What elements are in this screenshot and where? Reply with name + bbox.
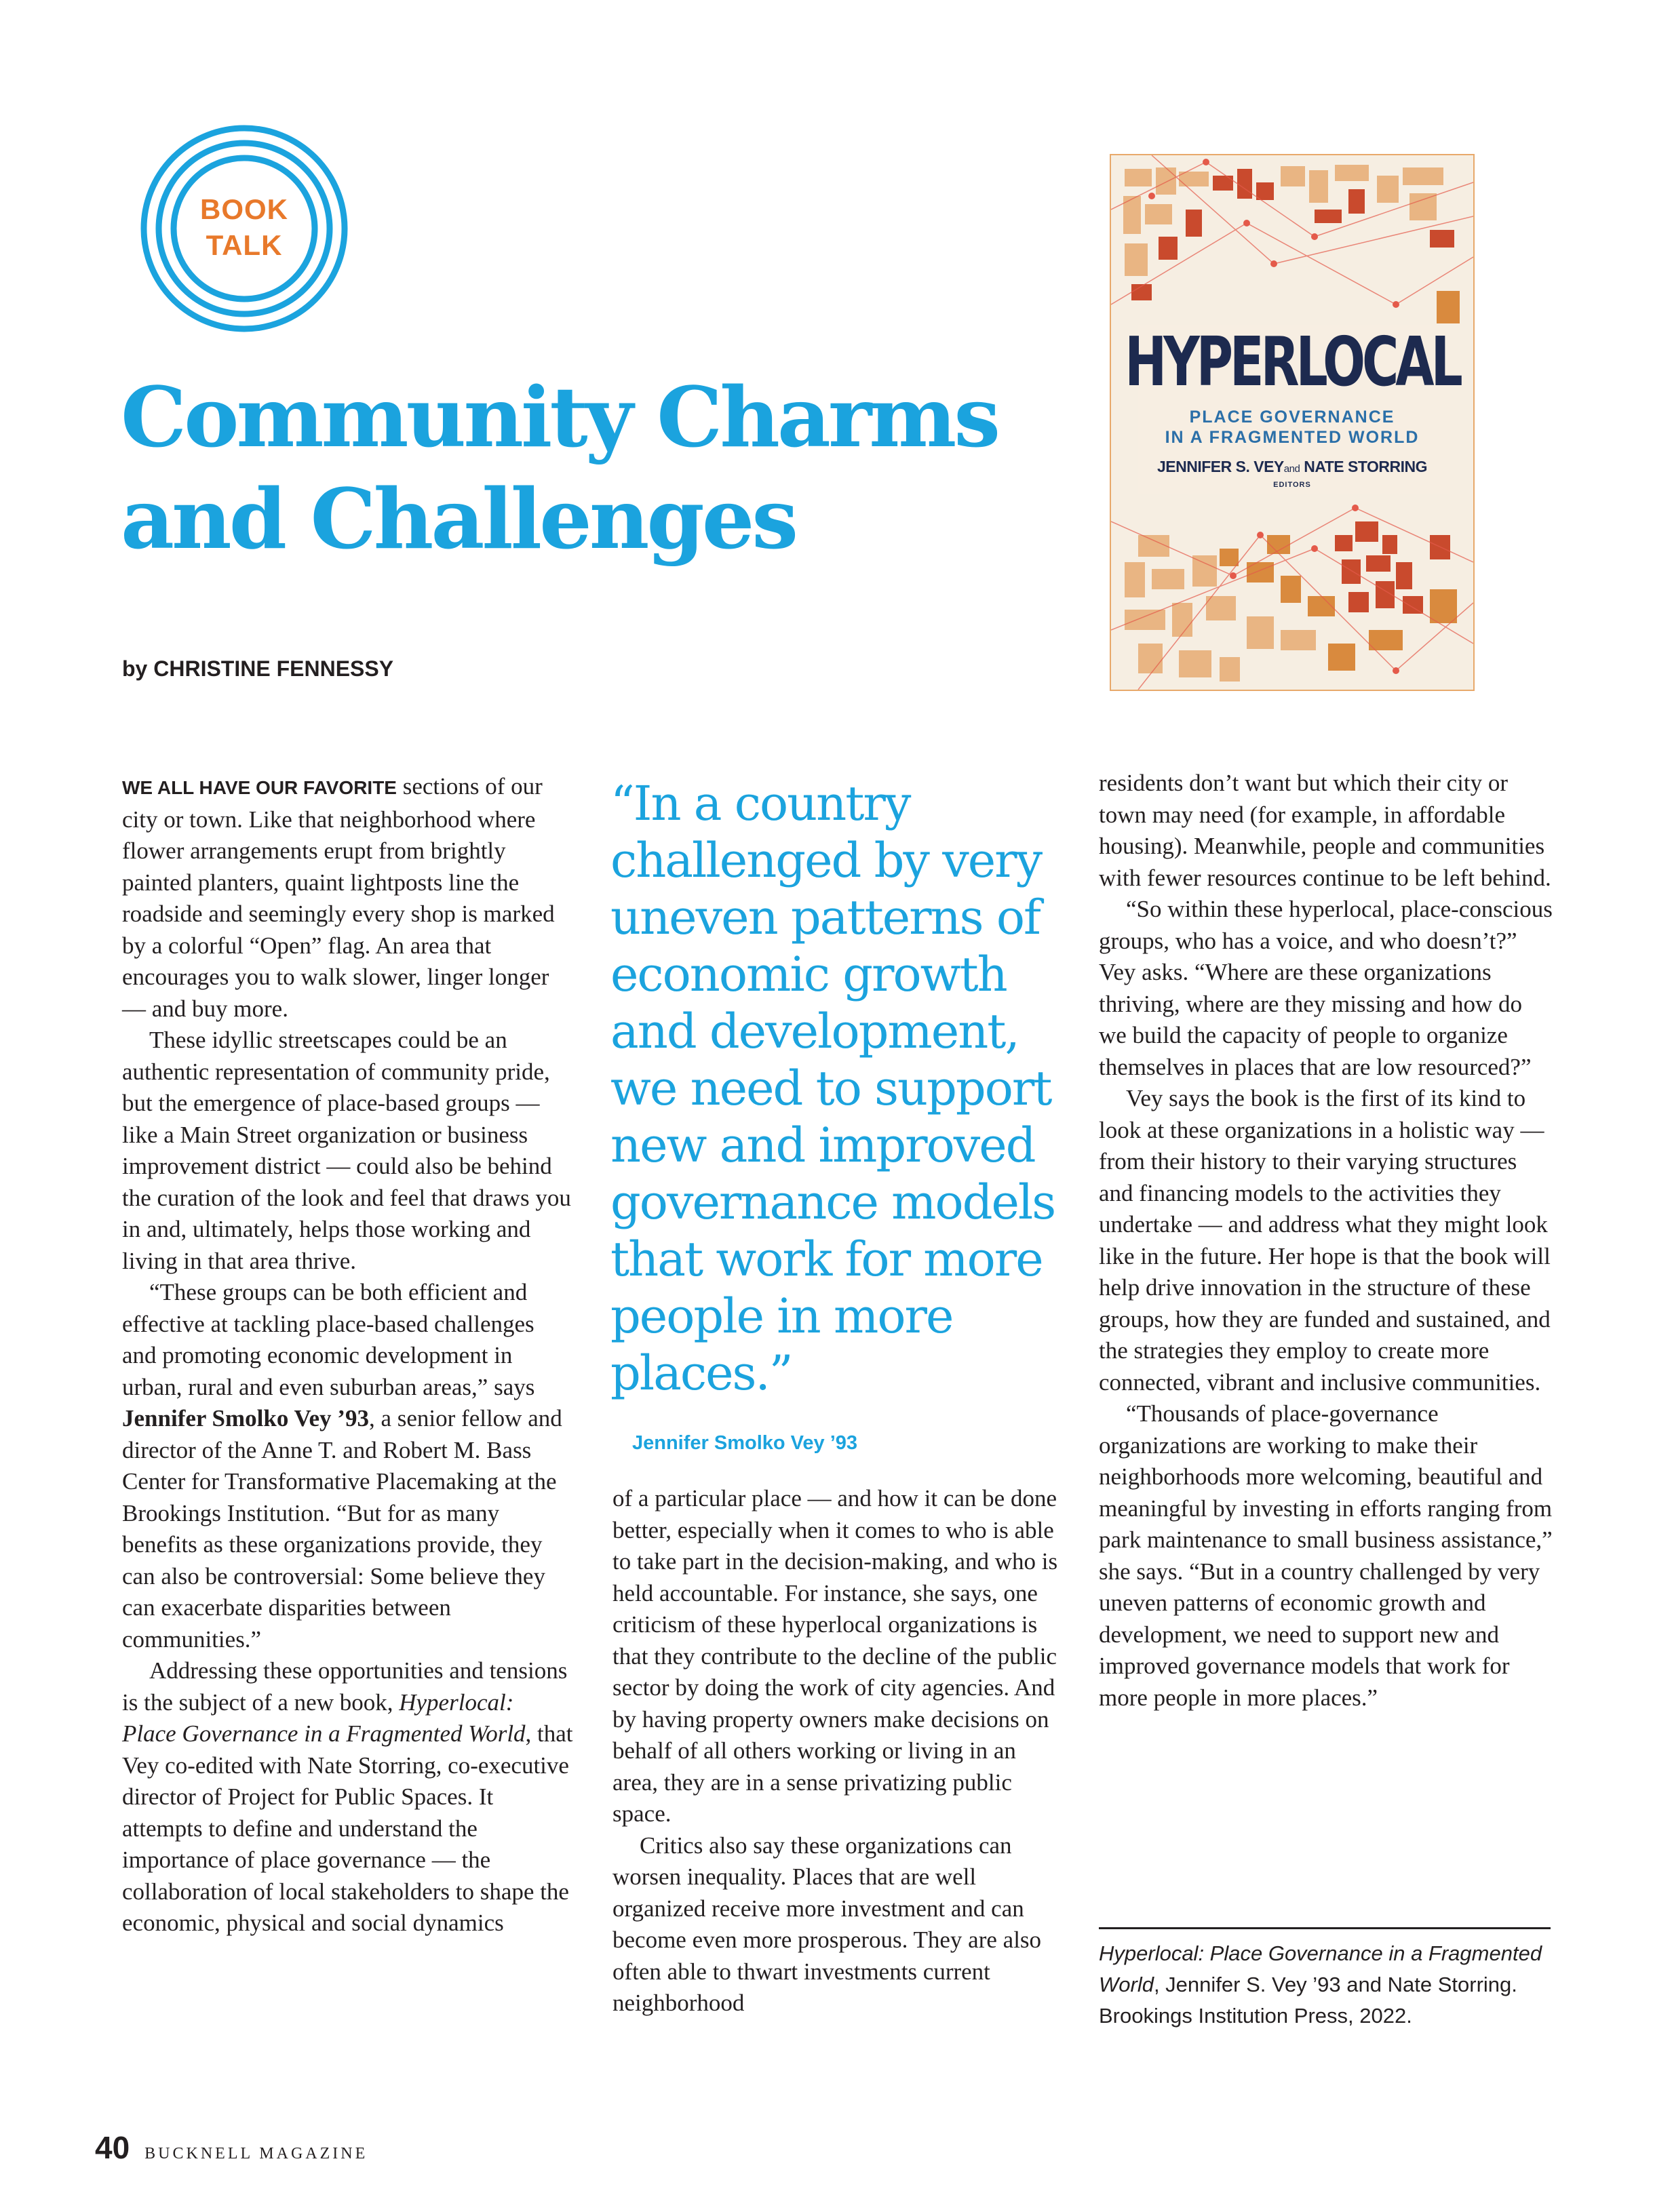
cover-editors-and: and — [1283, 463, 1300, 475]
article-paragraph: Vey says the book is the first of its kind to look at these organizations in a holistic way — from their history to their varying structures and financing models to the activities they undertake — and address what they might look like in the future. Her hope is that the book will help drive innovation in the structure of these groups, how they are funded and sustained, and the strategies they employ to create more connected, vibrant and inclusive communities. — [1099, 1085, 1551, 1396]
article-column-3 — [1099, 768, 1553, 1714]
lead-in: WE ALL HAVE OUR FAVORITE — [122, 777, 397, 798]
pull-quote-attribution: Jennifer Smolko Vey ’93 — [632, 1432, 858, 1454]
article-paragraph — [122, 1655, 573, 1939]
article-paragraph: residents don’t want but which their city or town may need (for example, in affordable housing). Meanwhile, people and communities with fewer resources continue to be left behind. — [1099, 770, 1551, 891]
badge-line-1: BOOK — [200, 193, 288, 225]
caption-divider — [1099, 1927, 1551, 1929]
cover-editors-label: EDITORS — [1273, 481, 1311, 489]
article-paragraph — [122, 771, 573, 1025]
headline-line-1: Community Charms — [121, 368, 998, 466]
caption-book-title: Hyperlocal: Place Governance in a Fragmented World — [1099, 1941, 1542, 1996]
cover-editor-a: JENNIFER S. VEY — [1157, 458, 1284, 475]
book-cover — [1110, 154, 1475, 691]
paragraph-text: , that Vey co-edited with Nate Storring, co-executive director of Project for Public Spaces. It attempts to define and understand the importance of place governance — the collaboration of local stakeholders to shape the economic, physical and social dynamics — [122, 1720, 573, 1936]
caption-text: , Jennifer S. Vey ’93 and Nate Storring. Brookings Institution Press, 2022. — [1099, 1973, 1517, 2028]
book-talk-badge — [139, 191, 349, 263]
book-title: Hyperlocal: Place Governance in a Fragmented World — [122, 1688, 526, 1747]
paragraph-text: sections of our city or town. Like that neighborhood where flower arrangements erupt from brightly painted planters, quaint lightposts line the roadside and seemingly every shop is marked by a colorful “Open” flag. An area that encourages you to walk slower, linger longer — and buy more. — [122, 773, 555, 1022]
headline-line-2: and Challenges — [121, 470, 796, 568]
paragraph-text: Addressing these opportunities and tensions is the subject of a new book, — [122, 1657, 568, 1716]
cover-subtitle-line-2: IN A FRAGMENTED WORLD — [1165, 428, 1420, 447]
article-paragraph: “Thousands of place-governance organizations are working to make their neighborhoods more welcoming, beautiful and meaningful by investing in efforts ranging from park maintenance to small business assistance,” she says. “But in a country challenged by very uneven patterns of economic growth and development, we need to support new and improved governance models that work for more people in more places.” — [1099, 1400, 1553, 1711]
byline-author: CHRISTINE FENNESSY — [153, 656, 394, 681]
page-number: 40 — [95, 2130, 130, 2165]
article-paragraph: Critics also say these organizations can worsen inequality. Places that are well organized receive more investment and can become even more prosperous. They are also often able to thwart investments current neighborhood — [612, 1832, 1042, 2016]
book-caption — [1099, 1938, 1560, 2032]
article-paragraph — [122, 1277, 573, 1655]
byline-prefix: by — [122, 656, 148, 681]
article-paragraph: “So within these hyperlocal, place-conscious groups, who has a voice, and who doesn’t?” Vey asks. “Where are these organizations thriving, where are they missing and how do we build the capacity of people to organize themselves in places that are low resourced?” — [1099, 896, 1553, 1080]
magazine-name: BUCKNELL MAGAZINE — [144, 2145, 368, 2162]
byline — [122, 656, 393, 682]
pull-quote: “In a country challenged by very uneven patterns of economic growth and development, we need to support new and improved governance models that work for more people in more places.” — [610, 776, 1055, 1401]
page-footer — [95, 2129, 368, 2166]
article-column-2 — [612, 1483, 1064, 2019]
cover-title: HYPERLOCAL — [1125, 322, 1460, 402]
paragraph-text: “These groups can be both efficient and effective at tackling place-based challenges and promoting economic development in urban, rural and even suburban areas,” says — [122, 1279, 535, 1400]
badge-line-2: TALK — [206, 229, 283, 261]
article-headline — [121, 366, 1070, 570]
article-column-1 — [122, 771, 573, 1939]
article-paragraph: These idyllic streetscapes could be an authentic representation of community pride, but the emergence of place-based groups — like a Main Street organization or business improvement district — could also be behind the curation of the look and feel that draws you in and, ultimately, helps those working and living in that area thrive. — [122, 1027, 571, 1274]
cover-editors — [1111, 458, 1473, 476]
paragraph-text: , a senior fellow and director of the Anne T. and Robert M. Bass Center for Transformative Placemaking at the Brookings Institution. “But for as many benefits as these organizations provide, they can also be controversial: Some believe they can exacerbate disparities between communities.” — [122, 1405, 562, 1653]
subject-name: Jennifer Smolko Vey ’93 — [122, 1405, 369, 1431]
cover-subtitle-line-1: PLACE GOVERNANCE — [1189, 408, 1395, 427]
cover-editor-b: NATE STORRING — [1304, 458, 1427, 475]
article-paragraph: of a particular place — and how it can be done better, especially when it comes to who is able to take part in the decision-making, and who is held accountable. For instance, she says, one criticism of these hyperlocal organizations is that they contribute to the decline of the public sector by doing the work of city agencies. And by having property owners make decisions on behalf of all others working or living in an area, they are in a sense privatizing public space. — [612, 1485, 1058, 1827]
